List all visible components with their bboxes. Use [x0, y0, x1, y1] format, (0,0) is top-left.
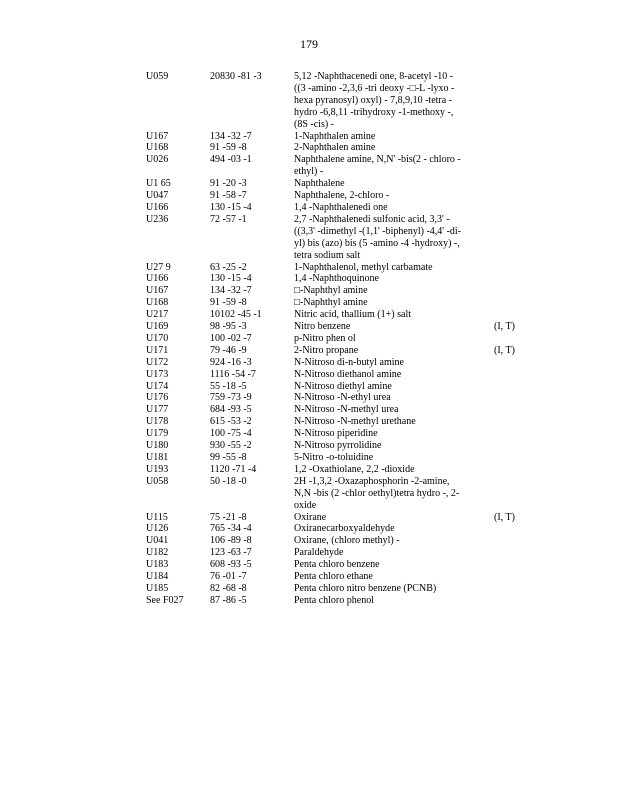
- cas-number: 10102 -45 -1: [210, 309, 262, 321]
- hazard-basis: [482, 464, 494, 476]
- cas-number: 608 -93 -5: [210, 559, 252, 571]
- chemical-name: [294, 178, 482, 190]
- chemical-name: [294, 392, 482, 404]
- hazard-basis: [482, 595, 494, 607]
- chemical-name: [294, 214, 482, 262]
- cas-number: 63 -25 -2: [210, 261, 247, 273]
- table-row: [146, 464, 526, 476]
- chemical-name: [294, 131, 482, 143]
- cas-number: 930 -55 -2: [210, 440, 252, 452]
- chemical-name: [294, 309, 482, 321]
- table-row: [146, 131, 526, 143]
- hazard-basis: [482, 214, 494, 262]
- chemical-name-line: ethyl) -: [294, 166, 324, 178]
- table-row: [146, 523, 526, 535]
- waste-code: U193: [146, 463, 169, 475]
- chemical-name-line: 2,7 -Naphthalenedi sulfonic acid, 3,3' -: [294, 213, 450, 225]
- waste-code: U126: [146, 523, 169, 535]
- table-row: [146, 273, 526, 285]
- hazard-basis: [482, 297, 494, 309]
- chemical-name: [294, 404, 482, 416]
- chemical-name-line: 1,4 -Naphthoquinone: [294, 273, 379, 285]
- chemical-name-line: Naphthalene, 2-chloro -: [294, 190, 390, 202]
- chemical-name-line: Penta chloro phenol: [294, 594, 374, 606]
- chemical-name-line: yl) bis (azo) bis (5 -amino -4 -hydroxy) -,: [294, 237, 460, 249]
- waste-code: U059: [146, 71, 169, 82]
- hazard-basis: [482, 309, 494, 321]
- table-row: [146, 178, 526, 190]
- table-row: [146, 440, 526, 452]
- cas-number: 20830 -81 -3: [210, 71, 262, 82]
- chemical-name-line: Naphthalene: [294, 178, 345, 190]
- chemical-name-line: Penta chloro nitro benzene (PCNB): [294, 582, 437, 594]
- waste-code: U168: [146, 297, 169, 309]
- hazard-basis: [482, 131, 494, 143]
- cas-number: 99 -55 -8: [210, 452, 247, 463]
- table-row: [146, 583, 526, 595]
- hazard-basis: [482, 392, 494, 404]
- waste-code: U177: [146, 404, 169, 416]
- chemical-name: [294, 416, 482, 428]
- chemical-name-line: ((3,3' -dimethyl -(1,1' -biphenyl) -4,4' -di-: [294, 225, 462, 237]
- table-row: [146, 262, 526, 274]
- chemical-name-line: oxide: [294, 499, 317, 511]
- chemical-name: [294, 297, 482, 309]
- chemical-name: [294, 428, 482, 440]
- hazard-basis: [482, 404, 494, 416]
- cas-number: 494 -03 -1: [210, 154, 252, 166]
- chemical-name: [294, 452, 482, 464]
- waste-code: U181: [146, 452, 169, 463]
- chemical-name: [294, 440, 482, 452]
- chemical-name: [294, 595, 482, 607]
- table-row: [146, 154, 526, 178]
- chemical-name: [294, 381, 482, 393]
- cas-number: 924 -16 -3: [210, 356, 252, 368]
- chemical-name: [294, 512, 482, 524]
- cas-number: 1120 -71 -4: [210, 463, 257, 475]
- hazard-basis: [482, 333, 494, 345]
- cas-number: 615 -53 -2: [210, 416, 252, 428]
- chemical-name-line: 2H -1,3,2 -Oxazaphosphorin -2-amine,: [294, 475, 450, 487]
- chemical-name: [294, 190, 482, 202]
- table-row: [146, 309, 526, 321]
- chemical-name: [294, 571, 482, 583]
- chemical-name-line: Oxiranecarboxyaldehyde: [294, 523, 395, 535]
- table-row: [146, 333, 526, 345]
- chemical-name-line: □-Naphthyl amine: [294, 297, 368, 309]
- cas-number: 79 -46 -9: [210, 344, 247, 356]
- cas-number: 134 -32 -7: [210, 285, 252, 297]
- table-row: [146, 369, 526, 381]
- cas-number: 91 -58 -7: [210, 190, 247, 202]
- chemical-name-line: 5,12 -Naphthacenedi one, 8-acetyl -10 -: [294, 71, 454, 82]
- chemical-name-line: ((3 -amino -2,3,6 -tri deoxy -□-L -lyxo -: [294, 82, 455, 94]
- cas-number: 91 -59 -8: [210, 297, 247, 309]
- table-row: [146, 297, 526, 309]
- waste-code: U167: [146, 285, 169, 297]
- cas-number: 55 -18 -5: [210, 380, 247, 392]
- table-row: [146, 381, 526, 393]
- cas-number: 759 -73 -9: [210, 392, 252, 404]
- cas-number: 50 -18 -0: [210, 475, 247, 487]
- hazard-basis: [482, 547, 494, 559]
- table-row: [146, 71, 526, 131]
- chemical-name-line: 1,4 -Naphthalenedi one: [294, 201, 388, 213]
- chemical-name-line: N-Nitroso -N-methyl urea: [294, 404, 399, 416]
- cas-number: 765 -34 -4: [210, 523, 252, 535]
- chemical-name-line: (8S -cis) -: [294, 118, 334, 130]
- waste-code: U183: [146, 559, 169, 571]
- waste-code: U167: [146, 130, 169, 142]
- table-row: [146, 512, 526, 524]
- table-row: [146, 476, 526, 512]
- hazard-basis: (I, T): [494, 321, 515, 333]
- waste-code: U115: [146, 511, 168, 523]
- waste-code: U236: [146, 213, 169, 225]
- chemical-name: [294, 547, 482, 559]
- cas-number: 75 -21 -8: [210, 511, 247, 523]
- waste-code: U182: [146, 547, 169, 559]
- waste-code: U171: [146, 344, 169, 356]
- waste-code: U178: [146, 416, 169, 428]
- hazard-basis: (I, T): [494, 511, 515, 523]
- waste-code: U041: [146, 535, 169, 547]
- table-row: [146, 535, 526, 547]
- table-row: [146, 321, 526, 333]
- table-row: [146, 452, 526, 464]
- chemical-name-line: N-Nitroso di-n-butyl amine: [294, 356, 404, 368]
- hazard-basis: [482, 559, 494, 571]
- chemical-name-line: 2-Naphthalen amine: [294, 142, 376, 154]
- table-row: [146, 142, 526, 154]
- hazard-basis: [482, 357, 494, 369]
- hazard-basis: [482, 273, 494, 285]
- hazard-basis: [482, 535, 494, 547]
- cas-number: 100 -75 -4: [210, 428, 252, 440]
- hazard-basis: [482, 202, 494, 214]
- waste-code: U058: [146, 475, 169, 487]
- waste-code: U174: [146, 380, 169, 392]
- hazard-basis: [482, 452, 494, 464]
- waste-code: U170: [146, 332, 169, 344]
- hazard-basis: [482, 154, 494, 178]
- chemical-name-line: □-Naphthyl amine: [294, 285, 368, 297]
- chemical-name: [294, 535, 482, 547]
- cas-number: 76 -01 -7: [210, 571, 247, 583]
- chemical-name: [294, 273, 482, 285]
- table-row: [146, 571, 526, 583]
- chemical-name: [294, 476, 482, 512]
- hazard-basis: [482, 142, 494, 154]
- chemical-name: [294, 357, 482, 369]
- waste-code: U1 65: [146, 178, 171, 190]
- chemical-name-line: Oxirane: [294, 511, 327, 523]
- waste-code: U27 9: [146, 261, 171, 273]
- chemical-name-line: N-Nitroso piperidine: [294, 428, 378, 440]
- chemical-name-line: 2-Nitro propane: [294, 344, 359, 356]
- hazard-basis: [482, 523, 494, 535]
- hazard-basis: [482, 571, 494, 583]
- table-row: [146, 285, 526, 297]
- waste-code-table: [146, 71, 526, 607]
- table-row: [146, 559, 526, 571]
- table-row: [146, 357, 526, 369]
- hazard-basis: [482, 440, 494, 452]
- chemical-name: [294, 369, 482, 381]
- chemical-name: [294, 333, 482, 345]
- table-row: [146, 547, 526, 559]
- chemical-name-line: N-Nitroso pyrrolidine: [294, 440, 382, 452]
- chemical-name-line: N-Nitroso -N-methyl urethane: [294, 416, 416, 428]
- chemical-name: [294, 71, 482, 131]
- hazard-basis: [482, 262, 494, 274]
- chemical-name: [294, 285, 482, 297]
- chemical-name-line: Penta chloro ethane: [294, 571, 373, 583]
- waste-code: U217: [146, 309, 169, 321]
- cas-number: 82 -68 -8: [210, 582, 247, 594]
- chemical-name: [294, 559, 482, 571]
- chemical-name-line: tetra sodium salt: [294, 249, 361, 261]
- waste-code: U180: [146, 440, 169, 452]
- waste-code: U173: [146, 368, 169, 380]
- waste-code: U176: [146, 392, 169, 404]
- cas-number: 98 -95 -3: [210, 321, 247, 333]
- hazard-basis: [482, 285, 494, 297]
- hazard-basis: [482, 416, 494, 428]
- waste-code: U169: [146, 321, 169, 333]
- hazard-basis: [482, 381, 494, 393]
- waste-code: U026: [146, 154, 169, 166]
- cas-number: 106 -89 -8: [210, 535, 252, 547]
- waste-code: U047: [146, 190, 169, 202]
- hazard-basis: [482, 476, 494, 512]
- cas-number: 91 -59 -8: [210, 142, 247, 154]
- chemical-name: [294, 583, 482, 595]
- chemical-name-line: N,N -bis (2 -chlor oethyl)tetra hydro -, 2-: [294, 487, 460, 499]
- chemical-name-line: Naphthalene amine, N,N' -bis(2 - chloro -: [294, 154, 461, 166]
- cas-number: 87 -86 -5: [210, 594, 247, 606]
- hazard-basis: [482, 178, 494, 190]
- chemical-name: [294, 154, 482, 178]
- page-number: 179: [300, 37, 318, 51]
- cas-number: 130 -15 -4: [210, 201, 252, 213]
- chemical-name-line: Nitro benzene: [294, 321, 351, 333]
- chemical-name-line: hydro -6,8,11 -trihydroxy -1-methoxy -,: [294, 106, 454, 118]
- chemical-name: [294, 464, 482, 476]
- waste-code: U172: [146, 356, 169, 368]
- cas-number: 684 -93 -5: [210, 404, 252, 416]
- hazard-basis: [482, 71, 494, 131]
- chemical-name: [294, 262, 482, 274]
- waste-code: U185: [146, 582, 169, 594]
- chemical-name-line: Nitric acid, thallium (1+) salt: [294, 309, 411, 321]
- chemical-name: [294, 142, 482, 154]
- cas-number: 72 -57 -1: [210, 213, 247, 225]
- hazard-basis: (I, T): [494, 344, 515, 356]
- table-row: [146, 345, 526, 357]
- chemical-name-line: hexa pyranosyl) oxyl) - 7,8,9,10 -tetra -: [294, 94, 453, 106]
- cas-number: 91 -20 -3: [210, 178, 247, 190]
- table-row: [146, 214, 526, 262]
- chemical-name-line: 1-Naphthalenol, methyl carbamate: [294, 261, 433, 273]
- chemical-name-line: 1,2 -Oxathiolane, 2,2 -dioxide: [294, 463, 415, 475]
- chemical-name-line: 1-Naphthalen amine: [294, 130, 376, 142]
- hazard-basis: [482, 428, 494, 440]
- waste-code: See F027: [146, 594, 184, 606]
- hazard-basis: [482, 369, 494, 381]
- chemical-name: [294, 321, 482, 333]
- chemical-name-line: N-Nitroso diethyl amine: [294, 380, 392, 392]
- cas-number: 134 -32 -7: [210, 130, 252, 142]
- chemical-name-line: Oxirane, (chloro methyl) -: [294, 535, 400, 547]
- chemical-name: [294, 523, 482, 535]
- table-row: [146, 416, 526, 428]
- cas-number: 130 -15 -4: [210, 273, 252, 285]
- chemical-name-line: 5-Nitro -o-toluidine: [294, 452, 374, 463]
- cas-number: 123 -63 -7: [210, 547, 252, 559]
- waste-code: U179: [146, 428, 169, 440]
- waste-code: U166: [146, 201, 169, 213]
- cas-number: 100 -02 -7: [210, 332, 252, 344]
- chemical-name: [294, 345, 482, 357]
- waste-code: U168: [146, 142, 169, 154]
- table-row: [146, 190, 526, 202]
- hazard-basis: [482, 190, 494, 202]
- table-row: [146, 428, 526, 440]
- chemical-name-line: p-Nitro phen ol: [294, 332, 356, 344]
- chemical-name-line: N-Nitroso diethanol amine: [294, 368, 402, 380]
- chemical-name: [294, 202, 482, 214]
- cas-number: 1116 -54 -7: [210, 368, 256, 380]
- table-row: [146, 595, 526, 607]
- table-row: [146, 392, 526, 404]
- table-row: [146, 202, 526, 214]
- hazard-basis: [482, 583, 494, 595]
- waste-code: U184: [146, 571, 169, 583]
- chemical-name-line: Penta chloro benzene: [294, 559, 380, 571]
- table-row: [146, 404, 526, 416]
- chemical-name-line: Paraldehyde: [294, 547, 344, 559]
- waste-code: U166: [146, 273, 169, 285]
- chemical-name-line: N-Nitroso -N-ethyl urea: [294, 392, 391, 404]
